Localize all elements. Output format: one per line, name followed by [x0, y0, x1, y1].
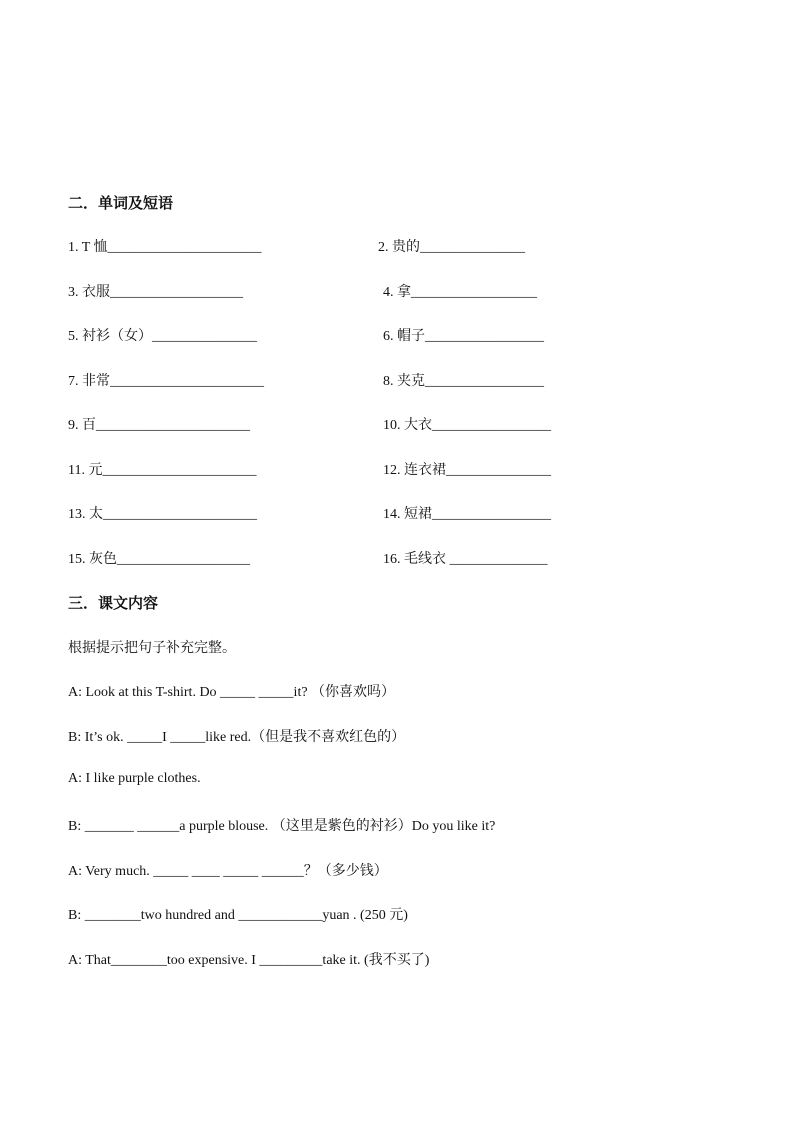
vocab-item-10: 10. 大衣_________________: [383, 418, 551, 433]
vocab-item-3: 3. 衣服___________________: [68, 285, 243, 300]
section-2-heading: 二．单词及短语: [68, 194, 174, 212]
vocab-item-15: 15. 灰色___________________: [68, 552, 250, 567]
vocab-item-16: 16. 毛线衣 ______________: [383, 552, 548, 567]
dialogue-line-1: A: Look at this T-shirt. Do _____ _____it? （你喜欢吗）: [68, 685, 396, 700]
dialogue-line-4: B: _______ ______a purple blouse. （这里是紫色的衬衫）Do you like it?: [68, 819, 496, 834]
dialogue-line-2: B: It’s ok. _____I _____like red.（但是我不喜欢红色的）: [68, 730, 406, 745]
vocab-item-5: 5. 衬衫（女）_______________: [68, 329, 257, 344]
vocab-item-14: 14. 短裙_________________: [383, 507, 551, 522]
vocab-item-11: 11. 元______________________: [68, 463, 257, 478]
vocab-item-9: 9. 百______________________: [68, 418, 250, 433]
vocab-item-13: 13. 太______________________: [68, 507, 257, 522]
instruction-text: 根据提示把句子补充完整。: [68, 640, 236, 656]
dialogue-line-6: B: ________two hundred and ____________yuan . (250 元): [68, 908, 408, 923]
vocab-item-12: 12. 连衣裙_______________: [383, 463, 551, 478]
vocab-item-4: 4. 拿__________________: [383, 285, 537, 300]
dialogue-line-5: A: Very much. _____ ____ _____ ______？（多少钱）: [68, 864, 388, 879]
dialogue-line-7: A: That________too expensive. I _________take it. (我不买了): [68, 953, 430, 968]
vocab-item-8: 8. 夹克_________________: [383, 374, 544, 389]
vocab-item-2: 2. 贵的_______________: [378, 240, 525, 255]
vocab-item-1: 1. T 恤______________________: [68, 240, 262, 255]
dialogue-line-3: A: I like purple clothes.: [68, 771, 201, 786]
section-3-heading: 三．课文内容: [68, 594, 159, 612]
vocab-item-6: 6. 帽子_________________: [383, 329, 544, 344]
vocab-item-7: 7. 非常______________________: [68, 374, 264, 389]
